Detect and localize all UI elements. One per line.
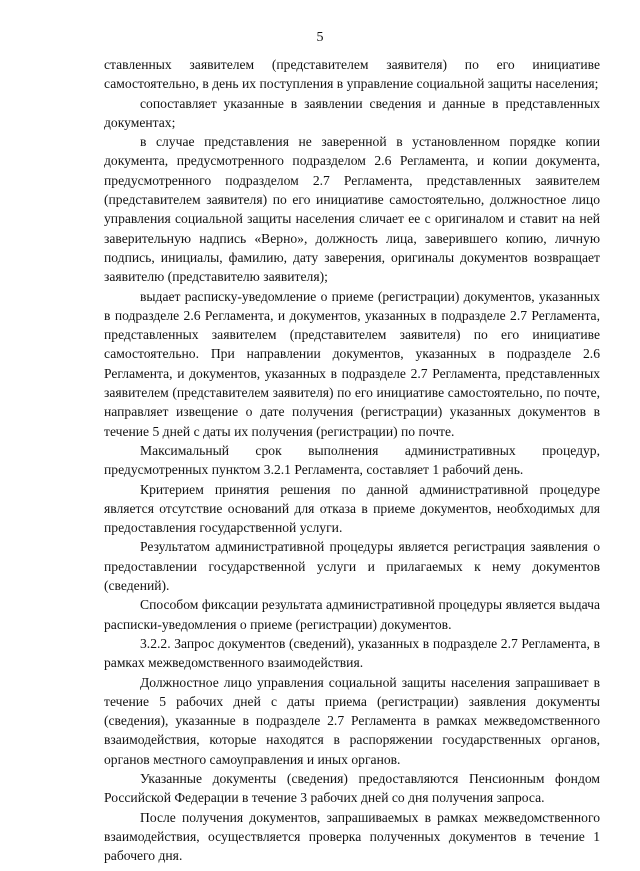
paragraph-compare-data: сопоставляет указанные в заявлении сведения и данные в представленных документах; xyxy=(104,95,600,130)
page-number: 5 xyxy=(316,30,324,45)
paragraph-section-3-2-2: 3.2.2. Запрос документов (сведений), указанных в подразделе 2.7 Регламента, в рамках межведомственного взаимодействия. xyxy=(104,635,600,671)
paragraph-pension-fund: Указанные документы (сведения) предоставляются Пенсионным фондом Российской Федерации в течение 3 рабочих дней со дня получения запроса. xyxy=(104,770,600,806)
document-body xyxy=(104,55,600,865)
paragraph-certify-copy: в случае представления не заверенной в установленном порядке копии документа, предусмотренного подразделом 2.6 Регламента, и копии документа, предусмотренного подразделом 2.7 Регламента, представленных заявителем (представителем заявителя) по его инициативе самостоятельно, должностное лицо управления социальной защиты населения сличает ее с оригиналом и ставит на ней заверительную надпись «Верно», должность лица, заверившего копию, личную подпись, инициалы, фамилию, дату заверения, оригиналы документов возвращает заявителю (представителю заявителя); xyxy=(104,134,600,285)
paragraph-continuation: ставленных заявителем (представителем заявителя) по его инициативе самостоятельно, в день их поступления в управление социальной защиты населения; xyxy=(104,57,600,92)
paragraph-fixation-method: Способом фиксации результата административной процедуры является выдача расписки-уведомления о приеме (регистрации) документов. xyxy=(104,597,600,632)
paragraph-verification: После получения документов, запрашиваемых в рамках межведомственного взаимодействия, осуществляется проверка полученных документов в течение 1 рабочего дня. xyxy=(104,809,600,864)
paragraph-procedure-result: Результатом административной процедуры является регистрация заявления о предоставлении государственной услуги и прилагаемых к нему документов (сведений). xyxy=(104,539,600,594)
paragraph-decision-criterion: Критерием принятия решения по данной административной процедуре является отсутствие оснований для отказа в приеме документов, необходимых для предоставления государственной услуги. xyxy=(104,481,600,536)
paragraph-issue-receipt: выдает расписку-уведомление о приеме (регистрации) документов, указанных в подразделе 2.6 Регламента, и документов, указанных в подразделе 2.7 Регламента, представленных заявителем (представителем заявителя) по его инициативе самостоятельно. При направлении документов, указанных в подразделе 2.6 Регламента, и документов, указанных в подразделе 2.7 Регламента, представленных заявителем (представителем заявителя) по его инициативе самостоятельно, по почте, направляет извещение о дате получения (регистрации) указанных документов в течение 5 дней с даты их получения (регистрации) по почте. xyxy=(104,288,600,439)
paragraph-max-term: Максимальный срок выполнения административных процедур, предусмотренных пунктом 3.2.1 Регламента, составляет 1 рабочий день. xyxy=(104,442,600,478)
paragraph-official-request: Должностное лицо управления социальной защиты населения запрашивает в течение 5 рабочих дней с даты приема (регистрации) заявления документы (сведения), указанные в подразделе 2.7 Регламента в рамках межведомственного взаимодействия, которые находятся в распоряжении государственных органов, органов местного самоуправления и иных органов. xyxy=(104,674,600,767)
